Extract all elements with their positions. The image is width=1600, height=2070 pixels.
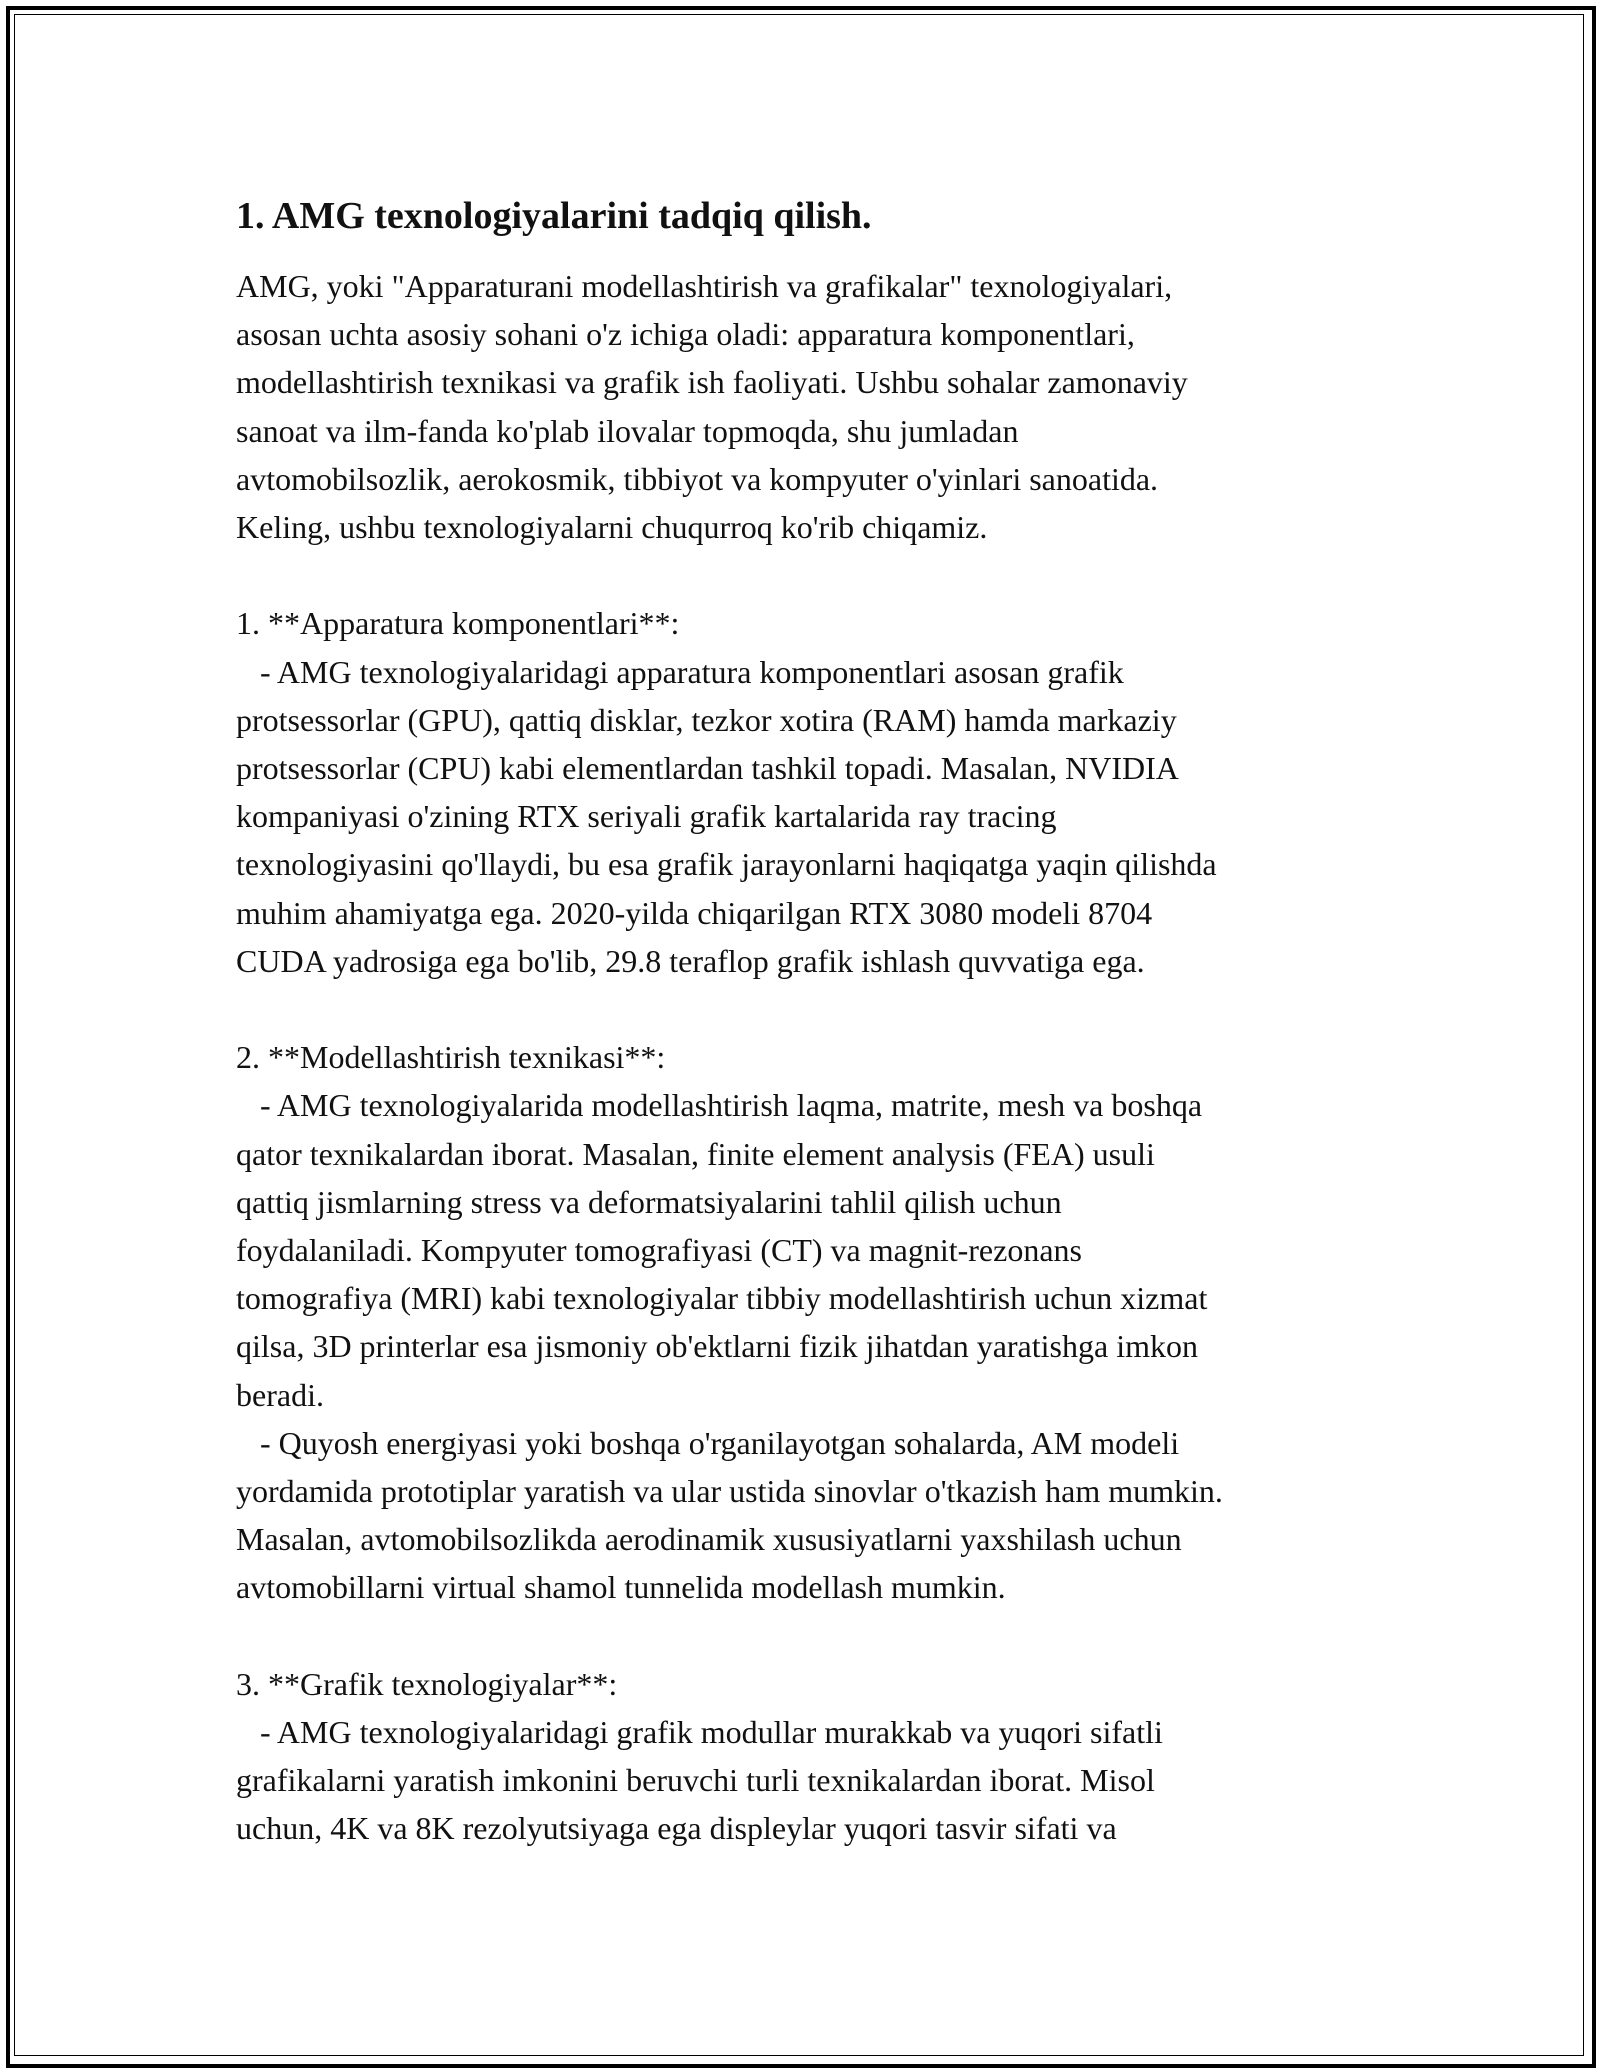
section-paragraph: - Quyosh energiyasi yoki boshqa o'rganilayotgan sohalarda, AM modeli yordamida prototiplar yaratish va ular ustida sinovlar o'tkazish ham mumkin. Masalan, avtomobilsozlikda aerodinamik xususiyatlarni yaxshilash uchun avtomobillarni virtual shamol tunnelida modellash mumkin. [236, 1424, 1223, 1606]
document-title: 1. AMG texnologiyalarini tadqiq qilish. [236, 195, 872, 237]
paragraph-spacer [236, 985, 1366, 1033]
section-paragraph: - AMG texnologiyalaridagi grafik modullar murakkab va yuqori sifatli grafikalarni yaratish imkonini beruvchi turli texnikalardan iborat. Misol uchun, 4K va 8K rezolyutsiyaga ega displeylar yuqori tasvir sifati va [236, 1714, 1163, 1847]
section-paragraph: - AMG texnologiyalaridagi apparatura komponentlari asosan grafik protsessorlar (GPU), qattiq disklar, tezkor xotira (RAM) hamda markaziy protsessorlar (CPU) kabi elementlardan tashkil topadi. Masalan, NVIDIA kompaniyasi o'zining RTX seriyali grafik kartalarida ray tracing texnologiyasini qo'llaydi, bu esa grafik jarayonlarni haqiqatga yaqin qilishda muhim ahamiyatga ega. 2020-yilda chiqarilgan RTX 3080 modeli 8704 CUDA yadrosiga ega bo'lib, 29.8 teraflop grafik ishlash quvvatiga ega. [236, 653, 1217, 979]
section-graphics [236, 1660, 1366, 1853]
section-heading: 2. **Modellashtirish texnikasi**: [236, 1039, 666, 1076]
section-heading: 1. **Apparatura komponentlari**: [236, 605, 680, 642]
document-body [236, 190, 1366, 1853]
section-hardware [236, 599, 1366, 985]
intro-paragraph: AMG, yoki "Apparaturani modellashtirish va grafikalar" texnologiyalari, asosan uchta asosiy sohani o'z ichiga oladi: apparatura komponentlari, modellashtirish texnikasi va grafik ish faoliyati. Ushbu sohalar zamonaviy sanoat va ilm-fanda ko'plab ilovalar topmoqda, shu jumladan avtomobilsozlik, aerokosmik, tibbiyot va kompyuter o'yinlari sanoatida. Keling, ushbu texnologiyalarni chuqurroq ko'rib chiqamiz. [236, 268, 1188, 546]
section-heading: 3. **Grafik texnologiyalar**: [236, 1665, 618, 1702]
paragraph-spacer [236, 1612, 1366, 1660]
section-paragraph: - AMG texnologiyalarida modellashtirish laqma, matrite, mesh va boshqa qator texnikalardan iborat. Masalan, finite element analysis (FEA) usuli qattiq jismlarning stress va deformatsiyalarini tahlil qilish uchun foydalaniladi. Kompyuter tomografiyasi (CT) va magnit-rezonans tomografiya (MRI) kabi texnologiyalar tibbiy modellashtirish uchun xizmat qilsa, 3D printerlar esa jismoniy ob'ektlarni fizik jihatdan yaratishga imkon beradi. [236, 1087, 1208, 1413]
section-modelling [236, 1033, 1366, 1611]
paragraph-spacer [236, 551, 1366, 599]
